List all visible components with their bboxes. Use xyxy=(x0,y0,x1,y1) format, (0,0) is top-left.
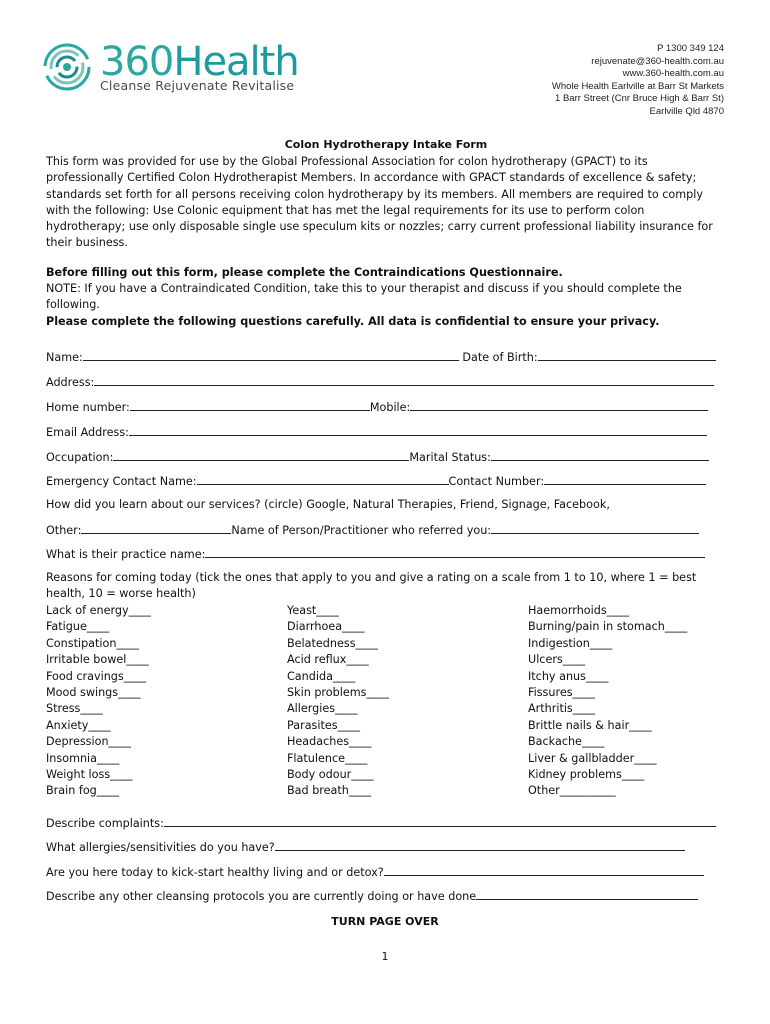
reasons-intro: Reasons for coming today (tick the ones that apply to you and give a rating on a scale from 1 to 10, where 1 = best health, 10 = worse health) xyxy=(46,571,697,601)
address-field[interactable] xyxy=(94,375,714,386)
form-title: Colon Hydrotherapy Intake Form xyxy=(284,138,488,151)
reason-item[interactable]: Mood swings____ xyxy=(46,685,141,699)
reason-item[interactable]: Skin problems____ xyxy=(287,685,389,699)
reason-item[interactable]: Indigestion____ xyxy=(528,636,613,650)
reason-item[interactable]: Ulcers____ xyxy=(528,653,586,667)
reason-item[interactable]: Brittle nails & hair____ xyxy=(528,718,652,732)
reason-item[interactable]: Backache____ xyxy=(528,735,605,749)
marital-status-field[interactable] xyxy=(491,450,709,461)
turn-page-over: TURN PAGE OVER xyxy=(331,915,439,928)
referrer-field[interactable] xyxy=(491,523,699,534)
before-instruction: Before filling out this form, please complete the Contraindications Questionnaire. xyxy=(46,265,563,279)
protocols-label: Describe any other cleansing protocols you are currently doing or have done xyxy=(46,890,477,903)
email-field[interactable] xyxy=(129,425,707,436)
contact-block xyxy=(552,43,724,118)
contact-address-line3: Earlville Qld 4870 xyxy=(649,105,724,117)
contact-website[interactable]: www.360-health.com.au xyxy=(622,68,724,79)
reason-item[interactable]: Belatedness____ xyxy=(287,636,378,650)
name-row xyxy=(46,350,726,364)
other-label: Other: xyxy=(46,524,82,537)
occupation-row xyxy=(46,450,726,464)
allergies-row xyxy=(46,840,726,854)
address-row xyxy=(46,375,726,389)
reason-item[interactable]: Candida____ xyxy=(287,669,356,683)
practice-row xyxy=(46,547,726,561)
page-number: 1 xyxy=(381,950,389,963)
contact-phone: P 1300 349 124 xyxy=(657,43,724,54)
occupation-label: Occupation: xyxy=(46,451,114,464)
reason-item[interactable]: Lack of energy____ xyxy=(46,604,151,617)
contact-email[interactable]: rejuvenate@360-health.com.au xyxy=(591,55,724,67)
logo-tagline: Cleanse Rejuvenate Revitalise xyxy=(100,78,295,93)
reason-item[interactable]: Brain fog____ xyxy=(46,784,120,798)
other-row xyxy=(46,523,726,537)
practice-field[interactable] xyxy=(205,547,705,558)
reasons-column-3 xyxy=(528,603,687,800)
logo-word: Health xyxy=(173,39,299,85)
other-field[interactable] xyxy=(81,523,231,534)
emergency-row xyxy=(46,474,726,488)
contact-number-label: Contact Number: xyxy=(448,475,545,488)
reason-item[interactable]: Anxiety____ xyxy=(46,718,111,732)
dob-label: Date of Birth: xyxy=(462,351,538,364)
reason-item[interactable]: Headaches____ xyxy=(287,735,372,749)
reason-item[interactable]: Arthritis____ xyxy=(528,702,596,716)
dob-field[interactable] xyxy=(538,350,716,361)
phone-row xyxy=(46,400,726,414)
contact-address-line1: Whole Health Earlville at Barr St Markets xyxy=(551,80,724,92)
reason-item[interactable]: Diarrhoea____ xyxy=(287,620,365,634)
reason-item[interactable]: Body odour____ xyxy=(287,767,374,781)
home-number-label: Home number: xyxy=(46,401,130,414)
complaints-label: Describe complaints: xyxy=(46,817,164,830)
reason-item[interactable]: Other__________ xyxy=(528,784,616,798)
referrer-label: Name of Person/Practitioner who referred you: xyxy=(231,524,492,537)
reason-item[interactable]: Fatigue____ xyxy=(46,620,110,634)
learn-question: How did you learn about our services? (circle) Google, Natural Therapies, Friend, Signage, Facebook, xyxy=(46,498,610,511)
protocols-field[interactable] xyxy=(476,889,698,900)
reason-item[interactable]: Bad breath____ xyxy=(287,784,372,798)
email-label: Email Address: xyxy=(46,426,129,439)
mobile-field[interactable] xyxy=(410,400,708,411)
marital-status-label: Marital Status: xyxy=(409,451,491,464)
email-row xyxy=(46,425,726,439)
company-logo xyxy=(42,40,332,100)
reason-item[interactable]: Depression____ xyxy=(46,735,131,749)
note-text: NOTE: If you have a Contraindicated Condition, take this to your therapist and discuss if you should complete the following. xyxy=(46,282,682,312)
intro-paragraph: This form was provided for use by the Global Professional Association for colon hydrotherapy (GPACT) to its professionally Certified Colon Hydrotherapist Members. In accordance with GPACT standards of excellence & safety; standards set forth for all persons receiving colon hydrotherapy by its members. All members are required to comply with the following: Use Colonic equipment that has met the legal requirements for its use to perform colon hydrotherapy; use only disposable single use speculum kits or nozzles; carry current professional liability insurance for their business. xyxy=(46,155,713,250)
reason-item[interactable]: Yeast____ xyxy=(287,604,339,617)
detox-field[interactable] xyxy=(384,865,704,876)
home-number-field[interactable] xyxy=(130,400,370,411)
contact-address-line2: 1 Barr Street (Cnr Bruce High & Barr St) xyxy=(555,93,724,104)
mobile-label: Mobile: xyxy=(369,401,411,414)
privacy-instruction: Please complete the following questions carefully. All data is confidential to ensure your privacy. xyxy=(46,314,660,328)
form-intro xyxy=(46,138,726,330)
address-label: Address: xyxy=(46,376,95,389)
detox-row xyxy=(46,865,726,879)
contact-number-field[interactable] xyxy=(544,474,706,485)
reason-item[interactable]: Acid reflux____ xyxy=(287,653,369,667)
complaints-row xyxy=(46,816,726,830)
reason-item[interactable]: Constipation____ xyxy=(46,636,139,650)
reason-item[interactable]: Stress____ xyxy=(46,702,103,716)
reason-item[interactable]: Flatulence____ xyxy=(287,751,368,765)
name-label: Name: xyxy=(46,351,83,364)
allergies-label: What allergies/sensitivities do you have? xyxy=(46,841,275,854)
emergency-name-label: Emergency Contact Name: xyxy=(46,475,197,488)
reason-item[interactable]: Haemorrhoids____ xyxy=(528,604,630,617)
emergency-name-field[interactable] xyxy=(197,474,449,485)
reason-item[interactable]: Kidney problems____ xyxy=(528,767,645,781)
reason-item[interactable]: Burning/pain in stomach____ xyxy=(528,620,688,634)
reason-item[interactable]: Insomnia____ xyxy=(46,751,120,765)
reasons-column-1 xyxy=(46,603,151,800)
reason-item[interactable]: Food cravings____ xyxy=(46,669,147,683)
logo-number: 360 xyxy=(100,39,174,85)
reason-item[interactable]: Weight loss____ xyxy=(46,767,133,781)
reason-item[interactable]: Fissures____ xyxy=(528,685,595,699)
protocols-row xyxy=(46,889,726,903)
reason-item[interactable]: Liver & gallbladder____ xyxy=(528,751,657,765)
practice-label: What is their practice name: xyxy=(46,548,206,561)
reason-item[interactable]: Itchy anus____ xyxy=(528,669,609,683)
reason-item[interactable]: Parasites____ xyxy=(287,718,360,732)
reason-item[interactable]: Allergies____ xyxy=(287,702,358,716)
detox-label: Are you here today to kick-start healthy living and or detox? xyxy=(46,866,384,879)
allergies-field[interactable] xyxy=(275,840,685,851)
name-field[interactable] xyxy=(83,350,459,361)
occupation-field[interactable] xyxy=(113,450,409,461)
learn-row xyxy=(46,498,726,511)
reason-item[interactable]: Irritable bowel____ xyxy=(46,653,149,667)
swirl-logo-icon xyxy=(42,42,92,92)
reasons-column-2 xyxy=(287,603,389,800)
complaints-field[interactable] xyxy=(164,816,716,827)
